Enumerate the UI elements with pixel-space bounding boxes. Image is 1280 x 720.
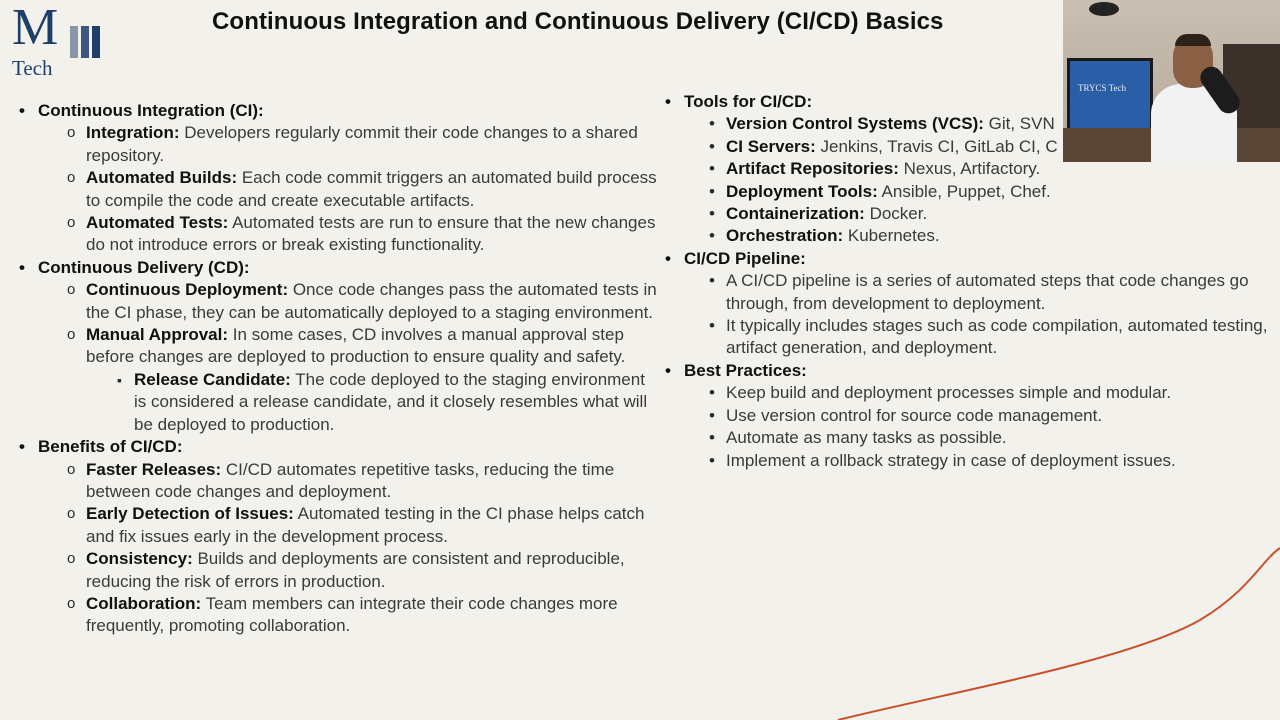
item-text: Implement a rollback strategy in case of deployment issues. [726, 450, 1176, 470]
bullet-icon: • [709, 271, 715, 291]
bullet-icon: • [665, 360, 671, 380]
item-text: Keep build and deployment processes simple and modular. [726, 383, 1172, 403]
bullet-icon: • [709, 383, 715, 403]
item-text: Jenkins, Travis CI, GitLab CI, C [815, 136, 1058, 156]
bullet-icon: o [67, 281, 76, 299]
item-text: Once code changes pass the automated tests in the CI phase, they can be automatically deployed to a staging environment. [86, 280, 657, 322]
item-heading: Version Control Systems (VCS): [726, 114, 984, 134]
item-text: Automate as many tasks as possible. [726, 428, 1007, 448]
bullet-icon: • [709, 204, 715, 224]
item-heading: Release Candidate: [134, 369, 291, 389]
item-text: A CI/CD pipeline is a series of automated steps that code changes go through, from development to deployment. [726, 271, 1249, 313]
item-heading: Containerization: [726, 204, 865, 224]
item-heading: Best Practices: [684, 360, 807, 380]
item-heading: Continuous Integration (CI): [38, 101, 264, 120]
item-heading: Collaboration: [86, 593, 202, 613]
item-heading: Automated Tests: [86, 213, 229, 233]
item-heading: Continuous Delivery (CD): [38, 257, 250, 277]
bullet-icon: • [19, 437, 25, 457]
item-heading: Integration: [86, 123, 180, 143]
bullet-icon: • [665, 92, 671, 111]
bullet-icon: • [709, 181, 715, 201]
item-heading: Automated Builds: [86, 168, 238, 188]
item-text: Nexus, Artifactory. [898, 159, 1041, 179]
bullet-icon: • [19, 101, 25, 120]
item-text: Automated tests are run to ensure that the new changes do not introduce errors or break existing functionality. [86, 213, 656, 255]
item-text: Each code commit triggers an automated build process to compile the code and create executable artifacts. [86, 168, 657, 210]
bullet-icon: • [19, 257, 25, 277]
bullet-icon: o [67, 214, 76, 232]
bullet-icon: ▪ [117, 371, 122, 388]
item-text: Docker. [864, 204, 928, 224]
bullet-icon: o [67, 169, 76, 187]
item-heading: Manual Approval: [86, 325, 228, 345]
decorative-curve-path [838, 548, 1280, 720]
item-text: Ansible, Puppet, Chef. [877, 181, 1051, 201]
bullet-icon: o [67, 124, 76, 142]
logo-text: Tech [12, 56, 53, 80]
item-text: Automated testing in the CI phase helps catch and fix issues early in the development process. [86, 504, 645, 546]
item-text: In some cases, CD involves a manual approval step before changes are deployed to production to ensure quality and safety. [86, 325, 626, 367]
bullet-icon: o [67, 326, 76, 344]
bullet-icon: o [67, 460, 76, 478]
bullet-icon: o [67, 505, 76, 523]
item-heading: Deployment Tools: [726, 181, 878, 201]
item-text: Git, SVN [983, 114, 1055, 134]
bullet-icon: • [709, 159, 715, 179]
bullet-icon: • [709, 316, 715, 336]
item-heading: Early Detection of Issues: [86, 504, 294, 524]
bullet-icon: • [709, 136, 715, 156]
item-text: Team members can integrate their code changes more frequently, promoting collaboration. [86, 593, 618, 636]
item-text: It typically includes stages such as code compilation, automated testing, artifact generation, and deployment. [726, 316, 1268, 358]
bullet-icon: • [709, 405, 715, 425]
slide-title: Continuous Integration and Continuous Delivery (CI/CD) Basics [212, 8, 944, 35]
item-heading: Faster Releases: [86, 459, 222, 479]
item-heading: Tools for CI/CD: [684, 92, 813, 111]
bullet-icon: • [709, 428, 715, 448]
monitor-text: TRYCS Tech [1078, 83, 1126, 93]
logo-letter: M [12, 0, 59, 56]
item-text: The code deployed to the staging environment is considered a release candidate, and it closely resembles what will be deployed to production. [134, 369, 648, 434]
bullet-icon: • [709, 114, 715, 134]
item-text: Builds and deployments are consistent and reproducible, reducing the risk of errors in production. [86, 549, 625, 591]
item-text: Developers regularly commit their code changes to a shared repository. [86, 123, 638, 165]
item-heading: Orchestration: [726, 226, 844, 246]
item-text: Kubernetes. [843, 226, 940, 246]
bullet-icon: o [67, 550, 76, 568]
item-heading: Consistency: [86, 549, 193, 569]
item-heading: Benefits of CI/CD: [38, 437, 183, 457]
item-text: CI/CD automates repetitive tasks, reducing the time between code changes and deployment. [86, 459, 615, 501]
item-heading: Artifact Repositories: [726, 159, 899, 179]
bullet-icon: • [665, 248, 671, 268]
bullet-icon: • [709, 450, 715, 470]
item-heading: Continuous Deployment: [86, 280, 289, 300]
item-heading: CI Servers: [726, 136, 816, 156]
bullet-icon: o [67, 594, 76, 612]
item-heading: CI/CD Pipeline: [684, 248, 806, 268]
bullet-icon: • [709, 226, 715, 246]
item-text: Use version control for source code management. [726, 405, 1103, 425]
